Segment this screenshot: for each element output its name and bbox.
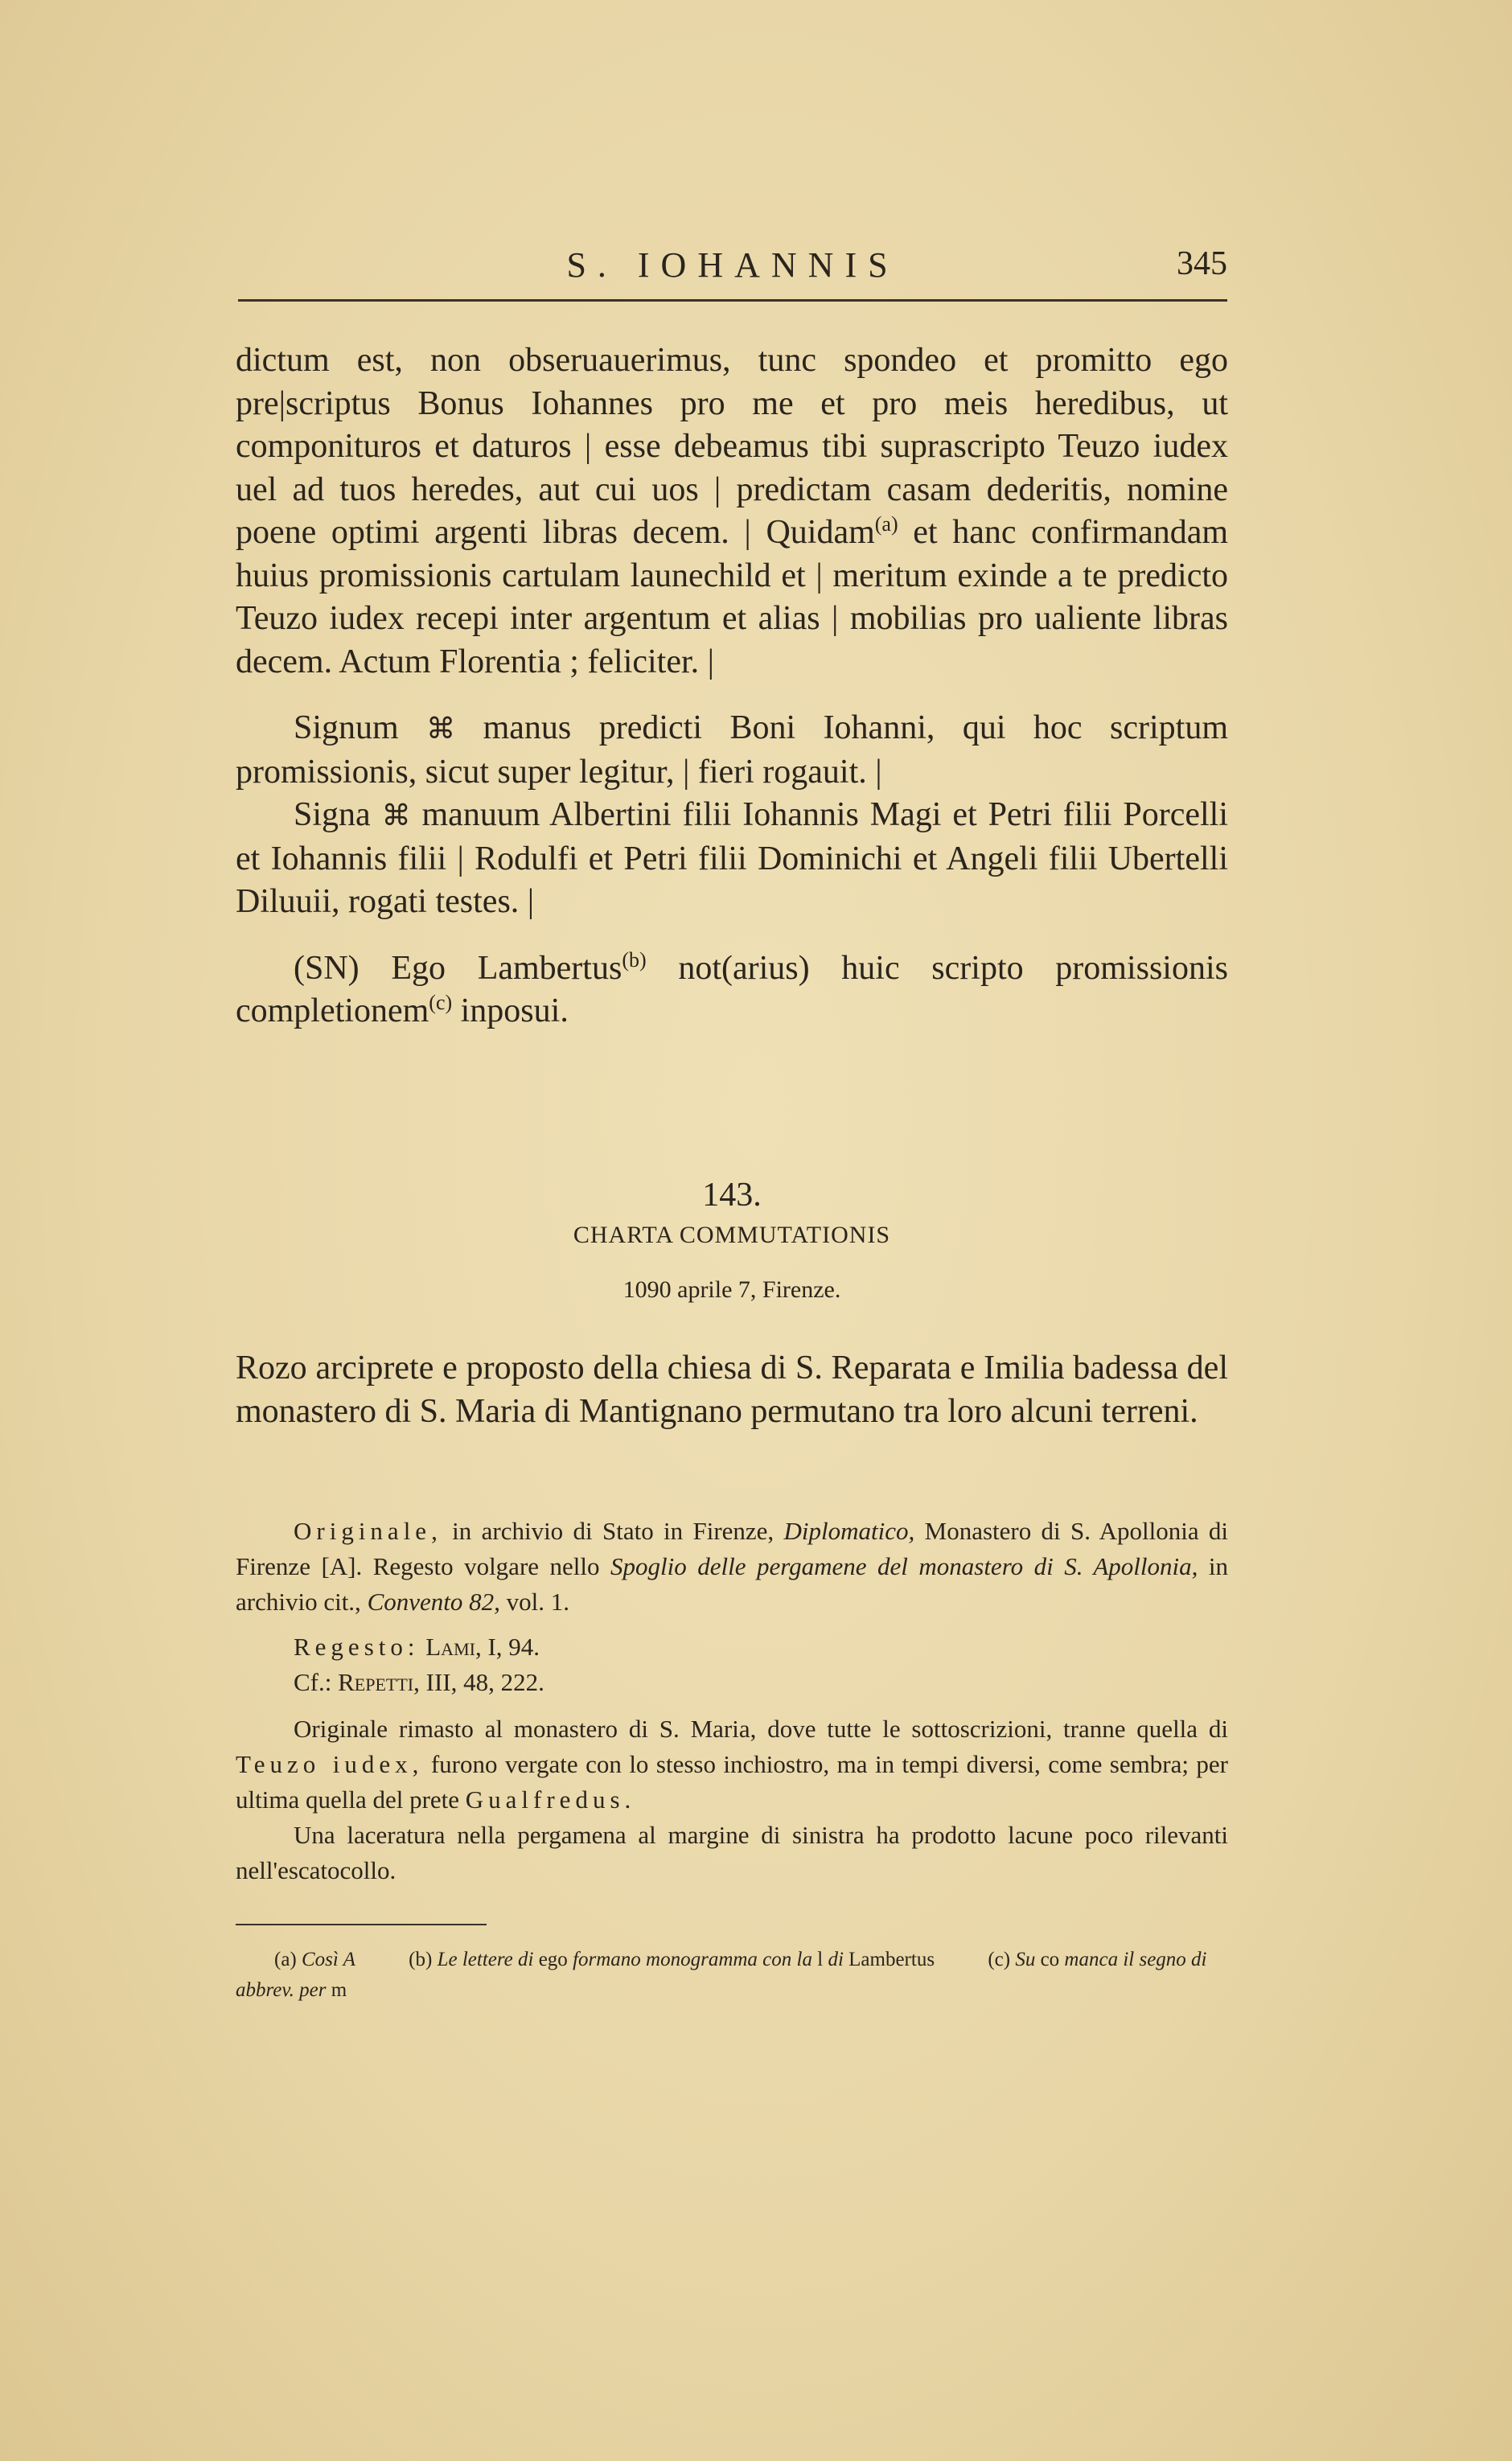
document-title: CHARTA COMMUTATIONIS <box>573 1222 891 1248</box>
document-date: 1090 aprile 7, Firenze. <box>622 1276 841 1303</box>
critical-note: Originale rimasto al monastero di S. Maria, dove tutte le sottoscrizioni, tranne quella di Teuzo iudex, furono vergate con lo stesso inchiostro, ma in tempi diversi, come sembra; per ultima quella del prete Gualfredus. <box>236 1715 1228 1814</box>
regesto-line: Regesto: Lami, I, 94. <box>294 1633 540 1661</box>
signum-witnesses: Signa ⌘ manuum Albertini filii Iohannis Magi et Petri filii Porcelli et Iohannis filii | Rodulfi et Petri filii Dominichi et Angeli filii Ubertelli Diluuii, rogati testes. | <box>236 796 1229 920</box>
note-ref-c: (c) <box>429 991 453 1014</box>
footnote-divider <box>236 1924 487 1925</box>
apparatus <box>236 1514 1228 1888</box>
signum-author: Signum ⌘ manus predicti Boni Iohanni, qui hoc scriptum promissionis, sicut super legitur, | fieri rogauit. | <box>236 709 1229 791</box>
running-title: S. IOHANNIS <box>566 245 899 285</box>
notary-subscription: (SN) Ego Lambertus$^{(b)}$ not(arius) huic scripto promissionis completionem$^{(c)}$ inposui. <box>236 947 1228 1029</box>
document-summary <box>236 1346 1228 1433</box>
page-header <box>238 238 1227 302</box>
critical-note-2: Una laceratura nella pergamena al margine di sinistra ha prodotto lacune poco rilevanti nell'escatocollo. <box>236 1821 1228 1884</box>
note-ref-b: (b) <box>622 947 647 972</box>
summary-text: Rozo arciprete e proposto della chiesa di S. Reparata e Imilia badessa del monastero di S. Maria di Mantignano permutano tra loro alcuni terreni. <box>236 1350 1228 1430</box>
cf-line: Cf.: Repetti, III, 48, 222. <box>294 1668 544 1696</box>
page-number: 345 <box>1177 245 1227 282</box>
cross-sign-icon: ⌘ <box>426 713 456 745</box>
paragraph-continuation: dictum est, non obseruauerimus, tunc spondeo et promitto ego pre|scriptus Bonus Iohannes pro me et pro meis heredibus, ut componituros et daturos | esse debeamus tibi suprascripto Teuzo iudex uel ad tuos heredes, aut cui uos | predictam casam dederitis, nomine poene optimi argenti libras decem. | Quidam$^{(a)}$ et hanc confirmandam huius promissionis cartulam launechild et | meritum exinde a te predicto Teuzo iudex recepi inter argentum et alias | mobilias pro ualiente libras decem. Actum Florentia ; feliciter. | <box>236 342 1229 680</box>
footnote-line: (a) Così A (b) Le lettere di ego formano monogramma con la l di Lambertus (c) Su co manca il segno di abbrev. per m <box>236 1949 1207 2001</box>
main-text <box>236 339 1228 1033</box>
document-heading <box>236 1173 1228 1308</box>
note-ref-a: (a) <box>874 512 898 536</box>
document-number: 143. <box>702 1177 762 1214</box>
footnotes <box>236 1945 1228 2006</box>
tradition-note: Originale, in archivio di Stato in Firenze, Diplomatico, Monastero di S. Apollonia di Firenze [A]. Regesto volgare nello Spoglio delle pergamene del monastero di S. Apollonia, in archivio cit., Convento 82, vol. 1. <box>236 1517 1229 1616</box>
cross-sign-icon: ⌘ <box>381 799 411 832</box>
